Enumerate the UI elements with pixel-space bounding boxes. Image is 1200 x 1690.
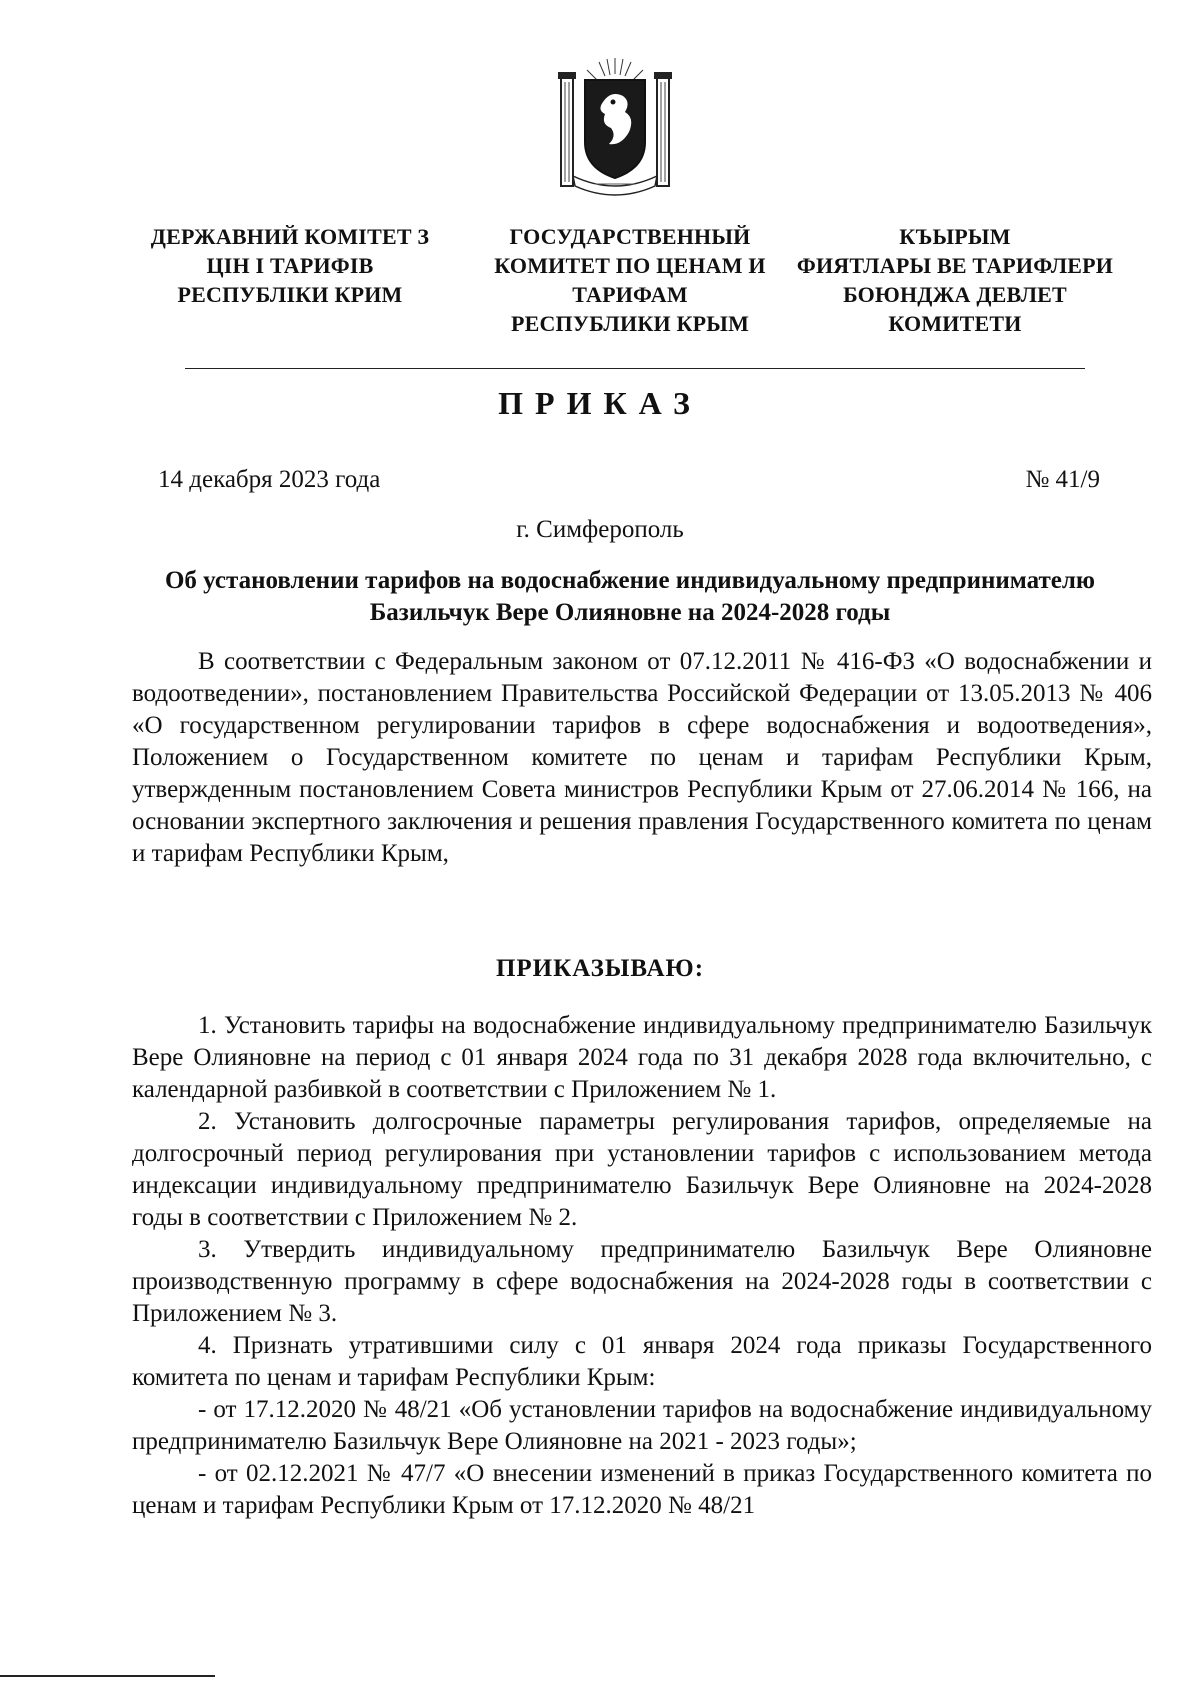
header-left-line-1: ДЕРЖАВНИЙ КОМІТЕТ З bbox=[150, 224, 430, 249]
document-date: 14 декабря 2023 года bbox=[158, 466, 381, 493]
document-number: № 41/9 bbox=[1025, 466, 1100, 493]
document-city: г. Симферополь bbox=[516, 516, 684, 543]
header-right-line-2: ФИЯТЛАРЫ ВЕ ТАРИФЛЕРИ bbox=[796, 253, 1114, 278]
header-ukrainian bbox=[140, 222, 440, 309]
header-right-line-3: БОЮНДЖА ДЕВЛЕТ bbox=[843, 282, 1067, 307]
order-items bbox=[132, 1010, 1152, 1522]
header-russian bbox=[470, 222, 790, 338]
header-center-line-2: КОМИТЕТ ПО ЦЕНАМ И bbox=[494, 253, 766, 278]
header-center-line-1: ГОСУДАРСТВЕННЫЙ bbox=[509, 224, 751, 249]
header-left-line-3: РЕСПУБЛІКИ КРИМ bbox=[177, 282, 403, 307]
header-left-line-2: ЦІН І ТАРИФІВ bbox=[206, 253, 374, 278]
header-right-line-4: КОМИТЕТИ bbox=[888, 311, 1022, 336]
order-word: ПРИКАЗЫВАЮ: bbox=[495, 955, 705, 982]
order-subitem-1: - от 17.12.2020 № 48/21 «Об установлении тарифов на водоснабжение индивидуальному предпринимателю Базильчук Вере Олияновне на 2021 - 2023 годы»; bbox=[132, 1396, 1152, 1455]
order-item-2: 2. Установить долгосрочные параметры регулирования тарифов, определяемые на долгосрочный период регулирования при установлении тарифов с использованием метода индексации индивидуальному предпринимателю Базильчук Вере Олияновне на 2024-2028 годы в соответствии с Приложением № 2. bbox=[132, 1108, 1152, 1231]
order-item-4: 4. Признать утратившими силу с 01 января 2024 года приказы Государственного комитета по ценам и тарифам Республики Крым: bbox=[132, 1332, 1152, 1391]
order-item-1: 1. Установить тарифы на водоснабжение индивидуальному предпринимателю Базильчук Вере Олияновне на период с 01 января 2024 года по 31 декабря 2028 года включительно, с календарной разбивкой в соответствии с Приложением № 1. bbox=[132, 1012, 1152, 1103]
header-right-line-1: КЪЫРЫМ bbox=[899, 224, 1011, 249]
header-center-line-4: РЕСПУБЛИКИ КРЫМ bbox=[510, 311, 750, 336]
footnote-divider bbox=[0, 1675, 215, 1677]
header-divider bbox=[185, 368, 1085, 369]
order-subitem-2: - от 02.12.2021 № 47/7 «О внесении изменений в приказ Государственного комитета по ценам и тарифам Республики Крым от 17.12.2020 № 48/21 bbox=[132, 1460, 1152, 1519]
coat-of-arms-emblem bbox=[555, 56, 675, 196]
header-crimean-tatar bbox=[795, 222, 1115, 338]
header-center-line-3: ТАРИФАМ bbox=[572, 282, 688, 307]
document-title: Об установлении тарифов на водоснабжение индивидуальному предпринимателю Базильчук Вере Олияновне на 2024-2028 годы bbox=[164, 567, 1096, 626]
document-type: ПРИКАЗ bbox=[498, 385, 702, 421]
preamble-paragraph: В соответствии с Федеральным законом от 07.12.2011 № 416-ФЗ «О водоснабжении и водоотведении», постановлением Правительства Российской Федерации от 13.05.2013 № 406 «О государственном регулировании тарифов в сфере водоснабжения и водоотведения», Положением о Государственном комитете по ценам и тарифам Республики Крым, утвержденным постановлением Совета министров Республики Крым от 27.06.2014 № 166, на основании экспертного заключения и решения правления Государственного комитета по ценам и тарифам Республики Крым, bbox=[132, 648, 1152, 867]
preamble bbox=[132, 646, 1152, 870]
order-item-3: 3. Утвердить индивидуальному предпринимателю Базильчук Вере Олияновне производственную программу в сфере водоснабжения на 2024-2028 годы в соответствии с Приложением № 3. bbox=[132, 1236, 1152, 1327]
